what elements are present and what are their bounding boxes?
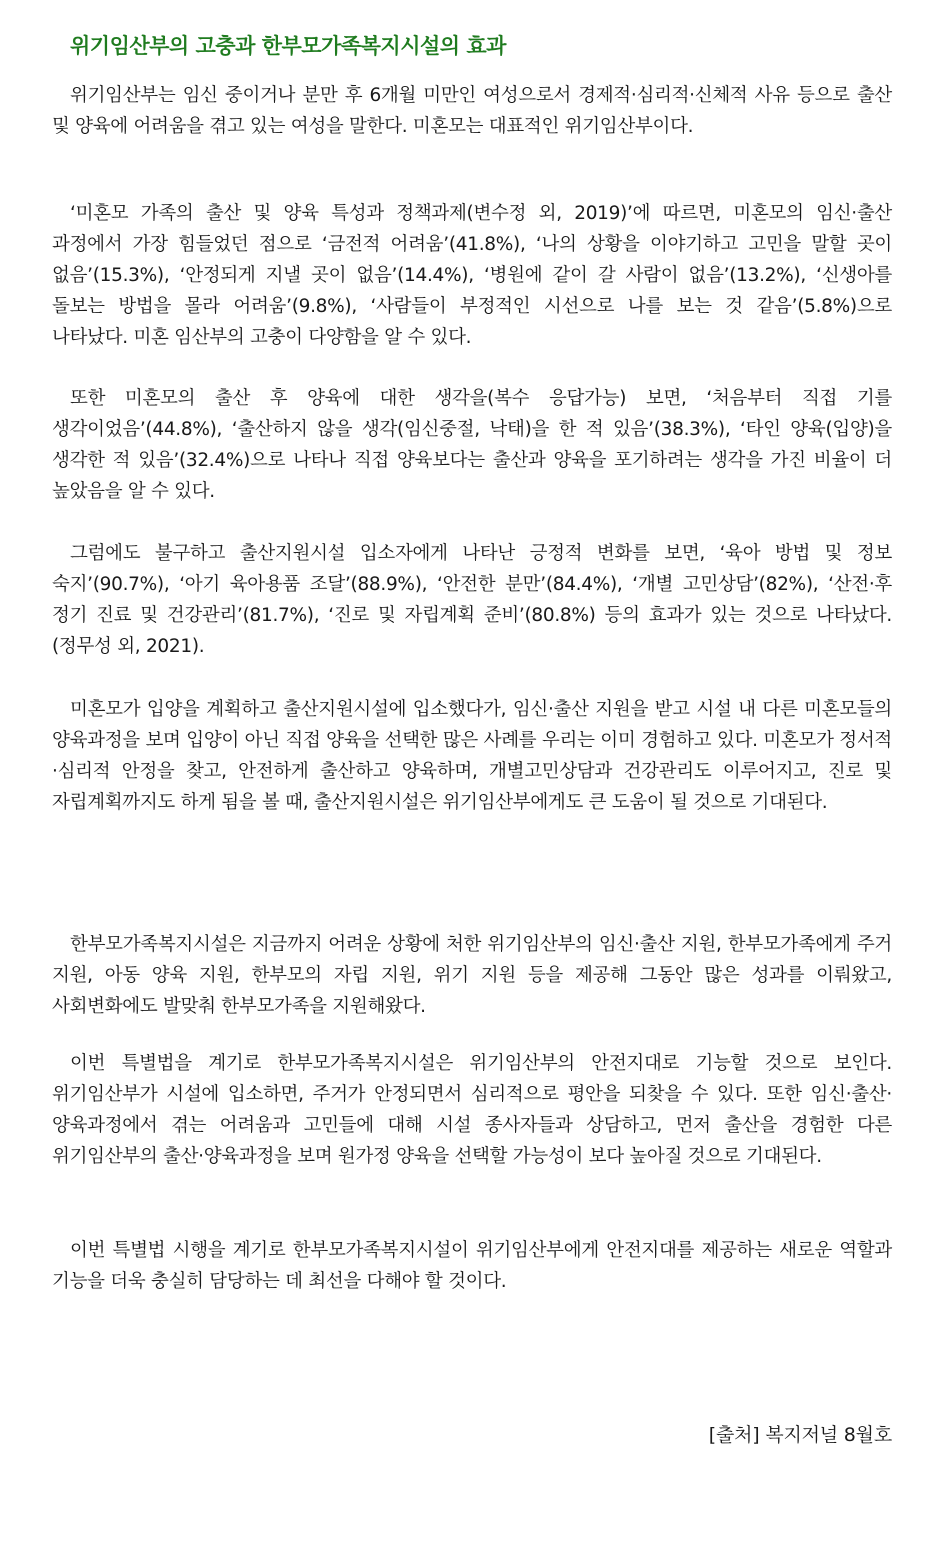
paragraph: 위기임산부는 임신 중이거나 분만 후 6개월 미만인 여성으로서 경제적·심리적·신체적 사유 등으로 출산 및 양육에 어려움을 겪고 있는 여성을 말한다. 미혼모는 대표적인 위기임산부이다. (52, 85, 892, 137)
paragraph: 그럼에도 불구하고 출산지원시설 입소자에게 나타난 긍정적 변화를 보면, ‘육아 방법 및 정보 숙지’(90.7%), ‘아기 육아용품 조달’(88.9%), ‘안전한 분만’(84.4%), ‘개별 고민상담’(82%), ‘산전·후 정기 진료 및 건강관리’(81.7%), ‘진로 및 자립계획 준비’(80.8%) 등의 효과가 있는 것으로 나타났다.(정무성 외, 2021). (52, 543, 892, 657)
source-citation: [출처] 복지저널 8월호 (708, 1424, 892, 1446)
paragraph: 한부모가족복지시설은 지금까지 어려운 상황에 처한 위기임산부의 임신·출산 지원, 한부모가족에게 주거 지원, 아동 양육 지원, 한부모의 자립 지원, 위기 지원 등을 제공해 그동안 많은 성과를 이뤄왔고, 사회변화에도 발맞춰 한부모가족을 지원해왔다. (52, 934, 892, 1017)
paragraph: 미혼모가 입양을 계획하고 출산지원시설에 입소했다가, 임신·출산 지원을 받고 시설 내 다른 미혼모들의 양육과정을 보며 입양이 아닌 직접 양육을 선택한 많은 사례를 우리는 이미 경험하고 있다. 미혼모가 정서적·심리적 안정을 찾고, 안전하게 출산하고 양육하며, 개별고민상담과 건강관리도 이루어지고, 진로 및 자립계획까지도 하게 됨을 볼 때, 출산지원시설은 위기임산부에게도 큰 도움이 될 것으로 기대된다. (52, 699, 892, 813)
paragraph: 이번 특별법 시행을 계기로 한부모가족복지시설이 위기임산부에게 안전지대를 제공하는 새로운 역할과 기능을 더욱 충실히 담당하는 데 최선을 다해야 할 것이다. (52, 1240, 892, 1292)
paragraph: ‘미혼모 가족의 출산 및 양육 특성과 정책과제(변수정 외, 2019)’에 따르면, 미혼모의 임신·출산 과정에서 가장 힘들었던 점으로 ‘금전적 어려움’(41.8%), ‘나의 상황을 이야기하고 고민을 말할 곳이 없음’(15.3%), ‘안정되게 지낼 곳이 없음’(14.4%), ‘병원에 같이 갈 사람이 없음’(13.2%), ‘신생아를 돌보는 방법을 몰라 어려움’(9.8%), ‘사람들이 부정적인 시선으로 나를 보는 것 같음’(5.8%)으로 나타났다. 미혼 임산부의 고충이 다양함을 알 수 있다. (52, 203, 892, 348)
article-title: 위기임산부의 고충과 한부모가족복지시설의 효과 (70, 34, 506, 58)
paragraph: 이번 특별법을 계기로 한부모가족복지시설은 위기임산부의 안전지대로 기능할 것으로 보인다. 위기임산부가 시설에 입소하면, 주거가 안정되면서 심리적으로 평안을 되찾을 수 있다. 또한 임신·출산·양육과정에서 겪는 어려움과 고민들에 대해 시설 종사자들과 상담하고, 먼저 출산을 경험한 다른 위기임산부의 출산·양육과정을 보며 원가정 양육을 선택할 가능성이 보다 높아질 것으로 기대된다. (52, 1053, 892, 1167)
paragraph: 또한 미혼모의 출산 후 양육에 대한 생각을(복수 응답가능) 보면, ‘처음부터 직접 기를 생각이었음’(44.8%), ‘출산하지 않을 생각(임신중절, 낙태)을 한 적 있음’(38.3%), ‘타인 양육(입양)을 생각한 적 있음’(32.4%)으로 나타나 직접 양육보다는 출산과 양육을 포기하려는 생각을 가진 비율이 더 높았음을 알 수 있다. (52, 388, 892, 502)
